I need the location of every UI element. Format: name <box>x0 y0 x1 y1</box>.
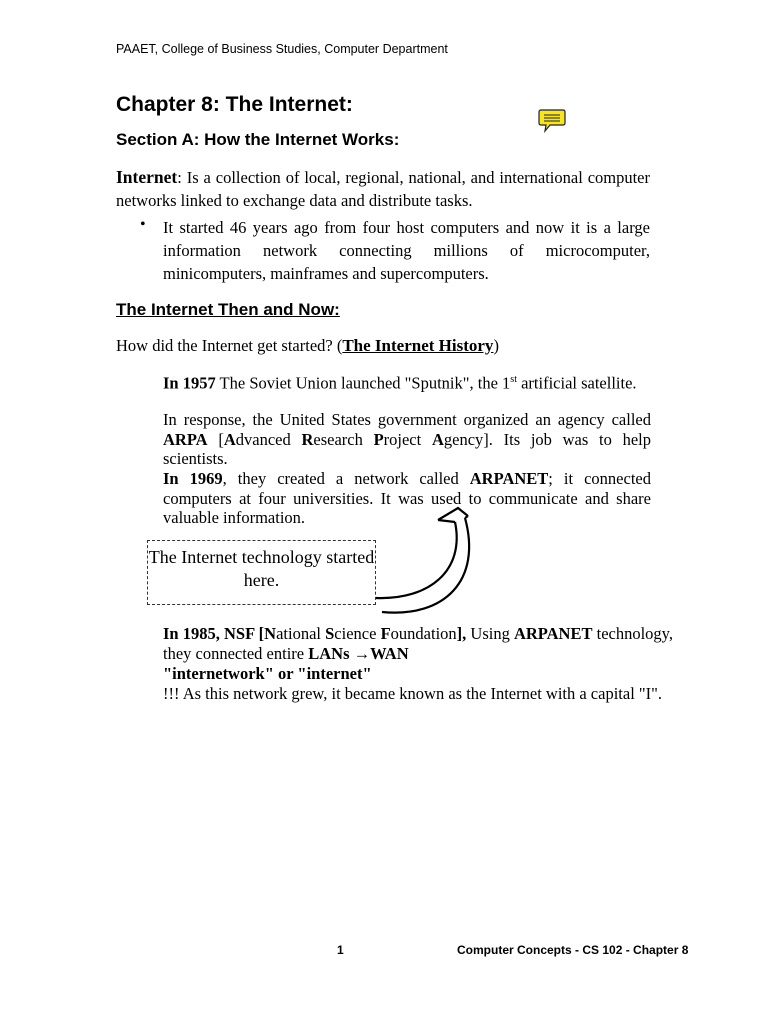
speech-bubble-icon[interactable] <box>538 108 566 134</box>
how-started-question <box>116 336 499 356</box>
nsf-close: ], <box>456 624 467 643</box>
text-1985-b: technology, <box>592 624 673 643</box>
internet-definition <box>116 166 650 212</box>
right-arrow-icon: → <box>353 644 371 663</box>
internet-term: Internet <box>116 167 178 187</box>
text-1985-a: Using <box>466 624 514 643</box>
arpa-term: ARPA <box>163 429 208 449</box>
how-started-prefix: How did the Internet get started? ( <box>116 336 343 355</box>
bullet-marker: • <box>140 216 146 233</box>
footer-course: Computer Concepts - CS 102 - Chapter 8 <box>457 943 689 957</box>
year-1957: In 1957 <box>163 373 216 393</box>
arpa-esearch: esearch <box>313 429 374 449</box>
arpanet-term: ARPANET <box>469 469 549 488</box>
year-1985: In 1985, NSF [ <box>163 624 265 643</box>
arpa-text-a: In response, the United States government organized an agency called <box>163 410 651 429</box>
internet-definition-text: : Is a collection of local, regional, national, and international computer networks linked to exchange data and distribute tasks. <box>116 168 650 210</box>
arpa-dvanced: dvanced <box>235 429 302 449</box>
section-title: Section A: How the Internet Works: <box>116 130 400 149</box>
arpa-letter-a2: A <box>431 429 444 449</box>
internetwork-line: "internetwork" or "internet" <box>163 664 372 683</box>
nsf-cience: cience <box>334 624 381 643</box>
page-number: 1 <box>337 943 344 957</box>
history-1957 <box>163 370 651 393</box>
then-now-heading: The Internet Then and Now: <box>116 300 340 319</box>
capital-i-line: !!! As this network grew, it became known as the Internet with a capital "I". <box>163 684 662 703</box>
text-1957-a: The Soviet Union launched "Sputnik", the 1 <box>215 373 511 393</box>
text-1957-b: artificial satellite. <box>516 373 637 393</box>
arpanet-term-2: ARPANET <box>513 624 593 643</box>
nsf-ational: ational <box>276 624 326 643</box>
sup-st: st <box>510 374 517 385</box>
lans-term: LANs <box>308 644 354 663</box>
arpa-roject: roject <box>383 429 432 449</box>
text-1985-line2: they connected entire <box>163 644 309 663</box>
text-1969-b: ; it connected computers at four universities. It was used to communicate and share valuable information. <box>163 469 651 528</box>
bullet-history-fact: It started 46 years ago from four host computers and now it is a large information network connecting millions of microcomputer, minicomputers, mainframes and supercomputers. <box>163 218 650 283</box>
history-arpa <box>163 410 651 469</box>
arpa-letter-r: R <box>301 429 314 449</box>
page-header: PAAET, College of Business Studies, Computer Department <box>116 42 448 56</box>
text-1969-a: , they created a network called <box>222 469 470 488</box>
nsf-letter-f: F <box>380 624 391 643</box>
how-started-suffix: ) <box>493 336 499 355</box>
wan-term: WAN <box>370 644 409 663</box>
line-1985-2 <box>163 644 753 664</box>
history-1985 <box>163 624 753 704</box>
arpa-gency: gency]. Its job was to help scientists. <box>163 429 651 469</box>
callout-box: The Internet technology started here. <box>147 540 376 605</box>
internet-history-link[interactable]: The Internet History <box>342 336 494 355</box>
arpa-letter-a: A <box>223 429 236 449</box>
chapter-title: Chapter 8: The Internet: <box>116 93 353 116</box>
nsf-letter-n: N <box>264 624 277 643</box>
nsf-letter-s: S <box>325 624 335 643</box>
nsf-oundation: oundation <box>390 624 457 643</box>
curved-arrow-icon <box>360 500 490 620</box>
line-1985-1 <box>163 624 753 644</box>
arpa-bracket: [ <box>207 429 224 449</box>
arpa-letter-p: P <box>373 429 384 449</box>
year-1969: In 1969 <box>163 469 223 488</box>
